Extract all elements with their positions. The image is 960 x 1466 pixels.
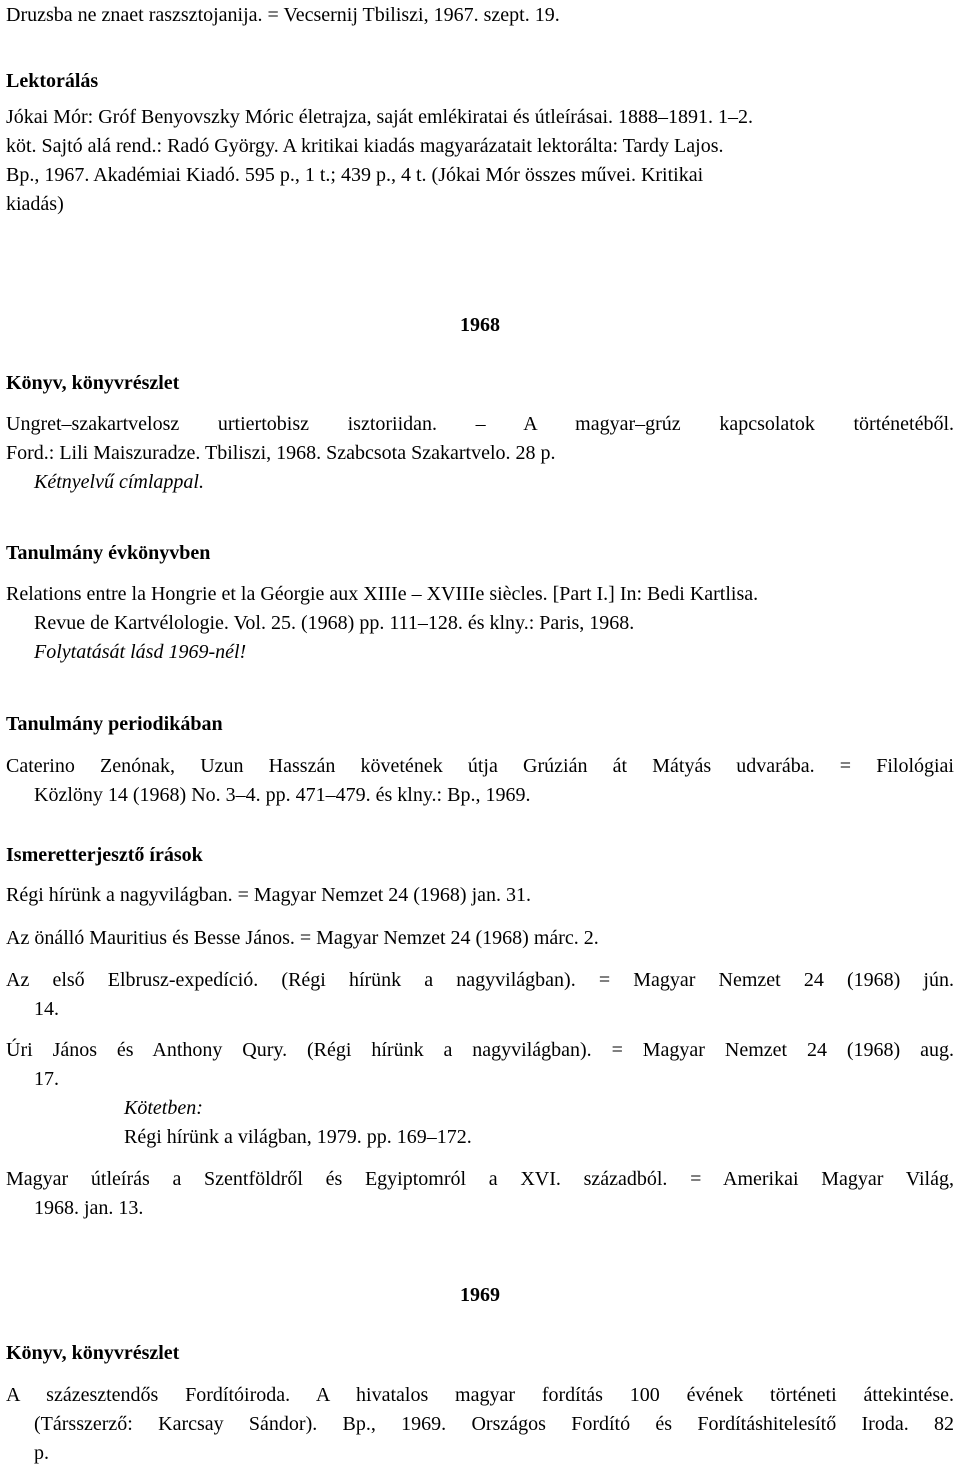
entry-line: Régi hírünk a világban, 1979. pp. 169–172. — [124, 1126, 472, 1148]
section-heading-ismeret: Ismeretterjesztő írások — [6, 844, 203, 866]
entry-line: (Társszerző: Karcsay Sándor). Bp., 1969. Országos Fordító és Fordításhitelesítő Iroda. 82 — [34, 1413, 954, 1435]
entry-line: Magyar útleírás a Szentföldről és Egyiptomról a XVI. századból. = Amerikai Magyar Világ, — [6, 1168, 954, 1190]
year-heading-1968: 1968 — [460, 314, 500, 336]
entry-note: Kötetben: — [124, 1097, 203, 1119]
section-heading-konyv: Könyv, könyvrészlet — [6, 372, 180, 394]
entry-line: 1968. jan. 13. — [34, 1197, 144, 1219]
entry-line: Közlöny 14 (1968) No. 3–4. pp. 471–479. és klny.: Bp., 1969. — [34, 784, 531, 806]
section-heading-periodika: Tanulmány periodikában — [6, 713, 223, 735]
section-heading-konyv: Könyv, könyvrészlet — [6, 1342, 180, 1364]
entry-line: p. — [34, 1442, 49, 1464]
entry-line: kiadás) — [6, 193, 64, 215]
entry-line: 17. — [34, 1068, 59, 1090]
entry-note: Kétnyelvű címlappal. — [34, 471, 204, 493]
section-heading-lektoralas: Lektorálás — [6, 70, 99, 92]
entry-line: Az önálló Mauritius és Besse János. = Magyar Nemzet 24 (1968) márc. 2. — [6, 927, 599, 949]
entry-line: Bp., 1967. Akadémiai Kiadó. 595 p., 1 t.; 439 p., 4 t. (Jókai Mór összes művei. Kritikai — [6, 164, 704, 186]
entry-line: Jókai Mór: Gróf Benyovszky Móric életrajza, saját emlékiratai és útleírásai. 1888–1891. 1–2. — [6, 106, 754, 128]
section-heading-evkonyv: Tanulmány évkönyvben — [6, 542, 211, 564]
entry-line: Druzsba ne znaet raszsztojanija. = Vecsernij Tbiliszi, 1967. szept. 19. — [6, 4, 560, 26]
entry-line: Ford.: Lili Maiszuradze. Tbiliszi, 1968. Szabcsota Szakartvelo. 28 p. — [6, 442, 556, 464]
entry-line: Relations entre la Hongrie et la Géorgie aux XIIIe – XVIIIe siècles. [Part I.] In: Bedi Kartlisa. — [6, 583, 759, 605]
entry-line: Ungret–szakartvelosz urtiertobisz isztoriidan. – A magyar–grúz kapcsolatok történetéből. — [6, 413, 954, 435]
entry-note: Folytatását lásd 1969-nél! — [34, 641, 247, 663]
year-heading-1969: 1969 — [460, 1284, 500, 1306]
entry-line: Revue de Kartvélologie. Vol. 25. (1968) pp. 111–128. és klny.: Paris, 1968. — [34, 612, 635, 634]
entry-line: Caterino Zenónak, Uzun Hasszán követének útja Grúzián át Mátyás udvarába. = Filológiai — [6, 755, 954, 777]
entry-line: A százesztendős Fordítóiroda. A hivatalos magyar fordítás 100 évének történeti áttekintése. — [6, 1384, 954, 1406]
entry-line: Úri János és Anthony Qury. (Régi hírünk a nagyvilágban). = Magyar Nemzet 24 (1968) aug. — [6, 1039, 954, 1061]
entry-line: Régi hírünk a nagyvilágban. = Magyar Nemzet 24 (1968) jan. 31. — [6, 884, 532, 906]
entry-line: Az első Elbrusz-expedíció. (Régi hírünk a nagyvilágban). = Magyar Nemzet 24 (1968) jún. — [6, 969, 954, 991]
entry-line: köt. Sajtó alá rend.: Radó György. A kritikai kiadás magyarázatait lektorálta: Tardy Lajos. — [6, 135, 724, 157]
entry-line: 14. — [34, 998, 59, 1020]
